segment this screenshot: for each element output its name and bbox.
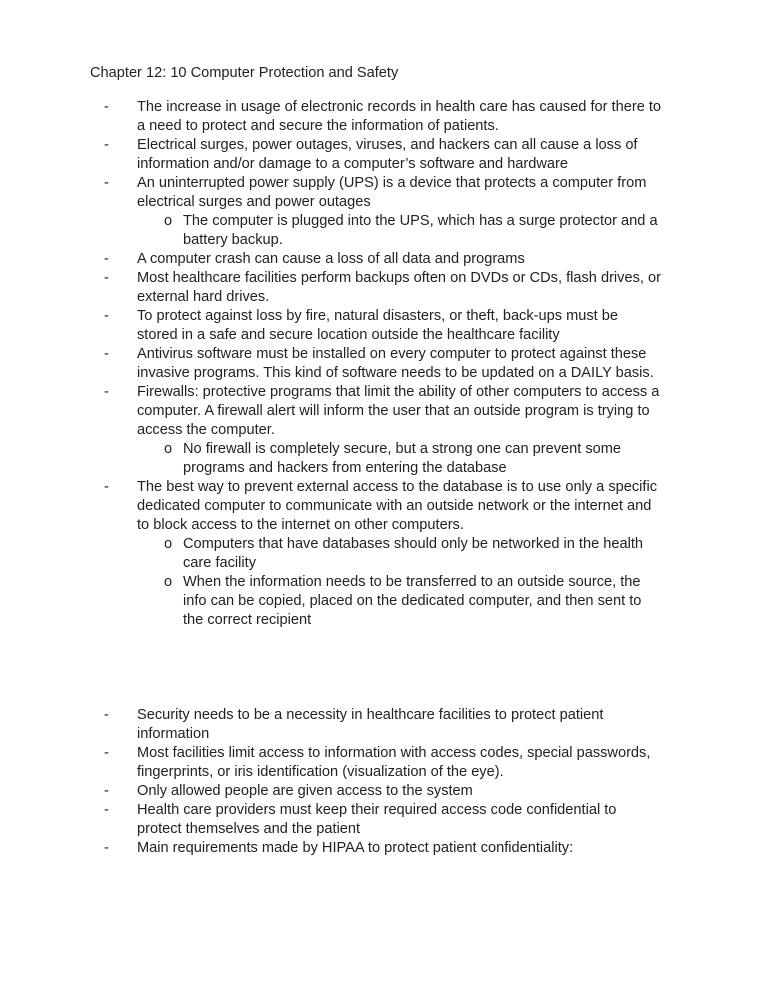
dash-bullet-icon: - bbox=[104, 802, 109, 818]
list-item-text-line: Only allowed people are given access to the system bbox=[137, 783, 473, 799]
sub-list-item bbox=[0, 440, 768, 478]
list-item bbox=[0, 839, 768, 858]
list-item-text-line: When the information needs to be transferred to an outside source, the bbox=[183, 574, 641, 590]
list-item-text-line: Health care providers must keep their required access code confidential to bbox=[137, 802, 617, 818]
list-item bbox=[0, 174, 768, 212]
list-item bbox=[0, 136, 768, 174]
dash-bullet-icon: - bbox=[104, 270, 109, 286]
list-item-text-line: Computers that have databases should only be networked in the health bbox=[183, 536, 644, 552]
list-item-text-line: fingerprints, or iris identification (visualization of the eye). bbox=[137, 764, 504, 780]
dash-bullet-icon: - bbox=[104, 745, 109, 761]
list-item-text-line: A computer crash can cause a loss of all data and programs bbox=[137, 251, 525, 267]
list-item-text-line: stored in a safe and secure location outside the healthcare facility bbox=[137, 327, 560, 343]
list-item bbox=[0, 478, 768, 535]
list-item bbox=[0, 269, 768, 307]
list-item bbox=[0, 307, 768, 345]
list-item-text-line: to block access to the internet on other computers. bbox=[137, 517, 464, 533]
list-item-text-line: The computer is plugged into the UPS, which has a surge protector and a bbox=[183, 213, 658, 229]
circle-bullet-icon: o bbox=[164, 536, 173, 552]
list-item-text-line: The increase in usage of electronic records in health care has caused for there to bbox=[137, 99, 662, 115]
dash-bullet-icon: - bbox=[104, 840, 109, 856]
list-item-text-line: Firewalls: protective programs that limit the ability of other computers to access a bbox=[137, 384, 660, 400]
circle-bullet-icon: o bbox=[164, 213, 173, 229]
list-item-text-line: Electrical surges, power outages, viruses, and hackers can all cause a loss of bbox=[137, 137, 638, 153]
list-item-text-line: Main requirements made by HIPAA to protect patient confidentiality: bbox=[137, 840, 574, 856]
list-item-text-line: The best way to prevent external access to the database is to use only a specific bbox=[137, 479, 657, 495]
list-item-text-line: battery backup. bbox=[183, 232, 283, 248]
dash-bullet-icon: - bbox=[104, 783, 109, 799]
list-item bbox=[0, 706, 768, 744]
list-item-text-line: Most facilities limit access to information with access codes, special passwords, bbox=[137, 745, 651, 761]
dash-bullet-icon: - bbox=[104, 346, 109, 362]
list-item-text-line: care facility bbox=[183, 555, 256, 571]
list-item-text-line: information bbox=[137, 726, 210, 742]
list-item-text-line: computer. A firewall alert will inform the user that an outside program is trying to bbox=[137, 403, 650, 419]
list-item-text-line: info can be copied, placed on the dedicated computer, and then sent to bbox=[183, 593, 642, 609]
dash-bullet-icon: - bbox=[104, 479, 109, 495]
dash-bullet-icon: - bbox=[104, 99, 109, 115]
dash-bullet-icon: - bbox=[104, 137, 109, 153]
list-item-text-line: external hard drives. bbox=[137, 289, 270, 305]
list-item-text-line: invasive programs. This kind of software needs to be updated on a DAILY basis. bbox=[137, 365, 654, 381]
list-item-text-line: a need to protect and secure the information of patients. bbox=[137, 118, 499, 134]
list-item bbox=[0, 744, 768, 782]
dash-bullet-icon: - bbox=[104, 384, 109, 400]
dash-bullet-icon: - bbox=[104, 707, 109, 723]
chapter-title: Chapter 12: 10 Computer Protection and Safety bbox=[90, 65, 399, 81]
dash-bullet-icon: - bbox=[104, 308, 109, 324]
list-item-text-line: An uninterrupted power supply (UPS) is a device that protects a computer from bbox=[137, 175, 647, 191]
dash-bullet-icon: - bbox=[104, 175, 109, 191]
sub-list-item bbox=[0, 212, 768, 250]
dash-bullet-icon: - bbox=[104, 251, 109, 267]
list-item-text-line: To protect against loss by fire, natural disasters, or theft, back-ups must be bbox=[137, 308, 619, 324]
sub-list-item bbox=[0, 535, 768, 573]
list-item-text-line: electrical surges and power outages bbox=[137, 194, 371, 210]
list-item bbox=[0, 782, 768, 801]
list-item-text-line: No firewall is completely secure, but a strong one can prevent some bbox=[183, 441, 622, 457]
section-gap bbox=[0, 630, 768, 706]
list-item bbox=[0, 383, 768, 440]
circle-bullet-icon: o bbox=[164, 574, 173, 590]
list-item-text-line: programs and hackers from entering the database bbox=[183, 460, 507, 476]
list-item bbox=[0, 345, 768, 383]
circle-bullet-icon: o bbox=[164, 441, 173, 457]
list-item bbox=[0, 801, 768, 839]
list-item-text-line: dedicated computer to communicate with an outside network or the internet and bbox=[137, 498, 652, 514]
list-item bbox=[0, 98, 768, 136]
sub-list-item bbox=[0, 573, 768, 630]
list-item-text-line: Security needs to be a necessity in healthcare facilities to protect patient bbox=[137, 707, 604, 723]
list-item-text-line: information and/or damage to a computer’s software and hardware bbox=[137, 156, 569, 172]
list-item-text-line: protect themselves and the patient bbox=[137, 821, 361, 837]
list-item-text-line: access the computer. bbox=[137, 422, 275, 438]
list-item-text-line: the correct recipient bbox=[183, 612, 312, 628]
list-item bbox=[0, 250, 768, 269]
bullet-list bbox=[0, 98, 768, 858]
list-item-text-line: Antivirus software must be installed on every computer to protect against these bbox=[137, 346, 647, 362]
list-item-text-line: Most healthcare facilities perform backups often on DVDs or CDs, flash drives, or bbox=[137, 270, 661, 286]
